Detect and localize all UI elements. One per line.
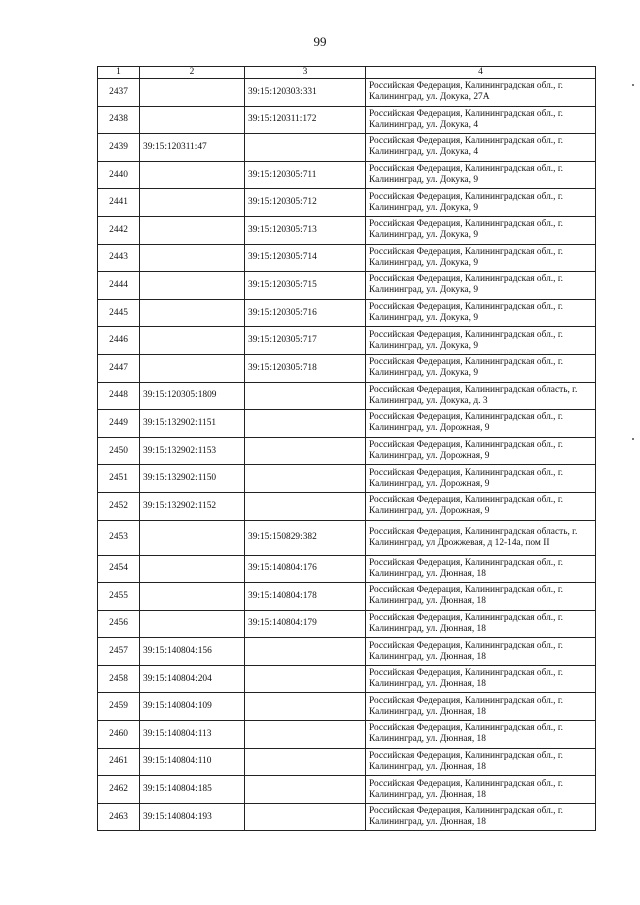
address-cell: Российская Федерация, Калининградская обл., г. Калининград, ул. Докука, 27А: [366, 79, 596, 107]
column-header-2: 2: [140, 67, 245, 79]
address-cell: Российская Федерация, Калининградская обл., г. Калининград, ул. Дюнная, 18: [366, 638, 596, 666]
row-number-cell: 2450: [98, 437, 140, 465]
row-number-cell: 2452: [98, 492, 140, 520]
table-row: [98, 79, 596, 107]
cadastral-number-col2-cell: 39:15:120311:47: [140, 134, 245, 162]
column-header-3: 3: [245, 67, 366, 79]
row-number-cell: 2443: [98, 244, 140, 272]
cadastral-number-col3-cell: [245, 465, 366, 493]
row-number-cell: 2461: [98, 748, 140, 776]
row-number-cell: 2444: [98, 272, 140, 300]
cadastral-number-col3-cell: 39:15:140804:179: [245, 610, 366, 638]
cadastral-number-col3-cell: 39:15:120303:331: [245, 79, 366, 107]
column-header-4: 4: [366, 67, 596, 79]
cadastral-number-col3-cell: [245, 437, 366, 465]
address-cell: Российская Федерация, Калининградская обл., г. Калининград, ул. Докука, 9: [366, 189, 596, 217]
row-number-cell: 2445: [98, 299, 140, 327]
cadastral-number-col3-cell: 39:15:140804:178: [245, 583, 366, 611]
address-cell: Российская Федерация, Калининградская обл., г. Калининград, ул. Докука, 9: [366, 327, 596, 355]
cadastral-number-col2-cell: [140, 244, 245, 272]
table-row: [98, 555, 596, 583]
table-row: [98, 354, 596, 382]
table-row: [98, 272, 596, 300]
address-cell: Российская Федерация, Калининградская обл., г. Калининград, ул. Докука, 9: [366, 272, 596, 300]
cadastral-number-col3-cell: 39:15:120311:172: [245, 106, 366, 134]
address-cell: Российская Федерация, Калининградская обл., г. Калининград, ул. Дюнная, 18: [366, 748, 596, 776]
cadastral-number-col2-cell: [140, 555, 245, 583]
row-number-cell: 2438: [98, 106, 140, 134]
header-row: [98, 67, 596, 79]
address-cell: Российская Федерация, Калининградская обл., г. Калининград, ул. Дорожная, 9: [366, 492, 596, 520]
cadastral-number-col3-cell: [245, 410, 366, 438]
table-row: [98, 610, 596, 638]
table-row: [98, 638, 596, 666]
address-cell: Российская Федерация, Калининградская обл., г. Калининград, ул. Дюнная, 18: [366, 610, 596, 638]
cadastral-number-col3-cell: 39:15:120305:717: [245, 327, 366, 355]
table-row: [98, 189, 596, 217]
table-header: [98, 67, 596, 79]
address-cell: Российская Федерация, Калининградская обл., г. Калининград, ул. Докука, 9: [366, 299, 596, 327]
table-row: [98, 776, 596, 804]
row-number-cell: 2459: [98, 693, 140, 721]
table-row: [98, 465, 596, 493]
cadastral-number-col2-cell: 39:15:140804:193: [140, 803, 245, 831]
table-row: [98, 134, 596, 162]
table-row: [98, 748, 596, 776]
table-row: [98, 583, 596, 611]
row-number-cell: 2457: [98, 638, 140, 666]
column-header-1: 1: [98, 67, 140, 79]
table-row: [98, 437, 596, 465]
row-number-cell: 2439: [98, 134, 140, 162]
cadastral-number-col2-cell: 39:15:140804:156: [140, 638, 245, 666]
row-number-cell: 2448: [98, 382, 140, 410]
cadastral-number-col2-cell: 39:15:120305:1809: [140, 382, 245, 410]
cadastral-number-col2-cell: [140, 327, 245, 355]
address-cell: Российская Федерация, Калининградская обл., г. Калининград, ул. Дюнная, 18: [366, 803, 596, 831]
cadastral-number-col3-cell: [245, 134, 366, 162]
cadastral-number-col3-cell: 39:15:120305:718: [245, 354, 366, 382]
table-row: [98, 520, 596, 555]
cadastral-number-col3-cell: [245, 776, 366, 804]
cadastral-number-col3-cell: [245, 803, 366, 831]
cadastral-number-col2-cell: 39:15:132902:1152: [140, 492, 245, 520]
address-cell: Российская Федерация, Калининградская обл., г. Калининград, ул. Дорожная, 9: [366, 410, 596, 438]
cadastral-number-col2-cell: [140, 189, 245, 217]
cadastral-number-col3-cell: 39:15:120305:713: [245, 216, 366, 244]
cadastral-number-col2-cell: [140, 520, 245, 555]
row-number-cell: 2456: [98, 610, 140, 638]
address-cell: Российская Федерация, Калининградская обл., г. Калининград, ул. Дюнная, 18: [366, 721, 596, 749]
row-number-cell: 2462: [98, 776, 140, 804]
row-number-cell: 2453: [98, 520, 140, 555]
cadastral-number-col3-cell: [245, 693, 366, 721]
row-number-cell: 2449: [98, 410, 140, 438]
row-number-cell: 2451: [98, 465, 140, 493]
row-number-cell: 2442: [98, 216, 140, 244]
cadastral-number-col2-cell: 39:15:140804:204: [140, 665, 245, 693]
cadastral-number-col2-cell: [140, 216, 245, 244]
table-body: [98, 79, 596, 831]
cadastral-number-col2-cell: [140, 583, 245, 611]
cadastral-number-col3-cell: 39:15:120305:716: [245, 299, 366, 327]
row-number-cell: 2460: [98, 721, 140, 749]
address-cell: Российская Федерация, Калининградская обл., г. Калининград, ул. Дюнная, 18: [366, 583, 596, 611]
table-row: [98, 216, 596, 244]
table-row: [98, 492, 596, 520]
row-number-cell: 2454: [98, 555, 140, 583]
address-cell: Российская Федерация, Калининградская обл., г. Калининград, ул. Дюнная, 18: [366, 776, 596, 804]
row-number-cell: 2447: [98, 354, 140, 382]
address-cell: Российская Федерация, Калининградская обл., г. Калининград, ул. Дюнная, 18: [366, 555, 596, 583]
cadastral-number-col2-cell: 39:15:132902:1151: [140, 410, 245, 438]
cadastral-number-col3-cell: 39:15:140804:176: [245, 555, 366, 583]
table-row: [98, 803, 596, 831]
table-row: [98, 721, 596, 749]
table-row: [98, 161, 596, 189]
cadastral-number-col3-cell: [245, 638, 366, 666]
address-cell: Российская Федерация, Калининградская обл., г. Калининград, ул. Дюнная, 18: [366, 665, 596, 693]
cadastral-number-col2-cell: 39:15:140804:109: [140, 693, 245, 721]
page-number: 99: [313, 34, 327, 49]
table-row: [98, 382, 596, 410]
cadastral-number-col2-cell: [140, 161, 245, 189]
address-cell: Российская Федерация, Калининградская обл., г. Калининград, ул. Докука, 4: [366, 134, 596, 162]
cadastral-number-col3-cell: [245, 748, 366, 776]
cadastral-number-col3-cell: [245, 492, 366, 520]
cadastral-number-col2-cell: [140, 79, 245, 107]
cadastral-number-col2-cell: [140, 272, 245, 300]
cadastral-number-col3-cell: 39:15:120305:712: [245, 189, 366, 217]
row-number-cell: 2440: [98, 161, 140, 189]
row-number-cell: 2446: [98, 327, 140, 355]
row-number-cell: 2441: [98, 189, 140, 217]
cadastral-number-col2-cell: [140, 354, 245, 382]
cadastral-number-col3-cell: 39:15:120305:714: [245, 244, 366, 272]
address-cell: Российская Федерация, Калининградская обл., г. Калининград, ул. Докука, 9: [366, 161, 596, 189]
address-cell: Российская Федерация, Калининградская обл., г. Калининград, ул. Докука, 4: [366, 106, 596, 134]
cadastral-number-col2-cell: [140, 106, 245, 134]
row-number-cell: 2455: [98, 583, 140, 611]
row-number-cell: 2463: [98, 803, 140, 831]
cadastral-number-col2-cell: 39:15:140804:110: [140, 748, 245, 776]
cadastral-number-col2-cell: 39:15:140804:113: [140, 721, 245, 749]
scan-speck: [632, 438, 634, 440]
scan-speck: [632, 84, 634, 86]
table-row: [98, 244, 596, 272]
table-row: [98, 327, 596, 355]
table-row: [98, 299, 596, 327]
cadastral-number-col2-cell: 39:15:132902:1150: [140, 465, 245, 493]
row-number-cell: 2458: [98, 665, 140, 693]
cadastral-number-col3-cell: 39:15:120305:711: [245, 161, 366, 189]
cadastral-number-col3-cell: [245, 382, 366, 410]
row-number-cell: 2437: [98, 79, 140, 107]
property-registry-table: [97, 66, 596, 831]
cadastral-number-col3-cell: [245, 721, 366, 749]
address-cell: Российская Федерация, Калининградская обл., г. Калининград, ул. Докука, 9: [366, 216, 596, 244]
cadastral-number-col3-cell: 39:15:150829:382: [245, 520, 366, 555]
cadastral-number-col3-cell: 39:15:120305:715: [245, 272, 366, 300]
address-cell: Российская Федерация, Калининградская обл., г. Калининград, ул. Дюнная, 18: [366, 693, 596, 721]
address-cell: Российская Федерация, Калининградская область, г. Калининград, ул Дрожжевая, д 12-14а, пом II: [366, 520, 596, 555]
address-cell: Российская Федерация, Калининградская область, г. Калининград, ул. Докука, д. 3: [366, 382, 596, 410]
address-cell: Российская Федерация, Калининградская обл., г. Калининград, ул. Дорожная, 9: [366, 437, 596, 465]
table-row: [98, 410, 596, 438]
table-row: [98, 665, 596, 693]
address-cell: Российская Федерация, Калининградская обл., г. Калининград, ул. Докука, 9: [366, 354, 596, 382]
cadastral-number-col3-cell: [245, 665, 366, 693]
table-row: [98, 693, 596, 721]
cadastral-number-col2-cell: 39:15:140804:185: [140, 776, 245, 804]
cadastral-number-col2-cell: 39:15:132902:1153: [140, 437, 245, 465]
address-cell: Российская Федерация, Калининградская обл., г. Калининград, ул. Докука, 9: [366, 244, 596, 272]
cadastral-number-col2-cell: [140, 299, 245, 327]
address-cell: Российская Федерация, Калининградская обл., г. Калининград, ул. Дорожная, 9: [366, 465, 596, 493]
cadastral-number-col2-cell: [140, 610, 245, 638]
table-row: [98, 106, 596, 134]
